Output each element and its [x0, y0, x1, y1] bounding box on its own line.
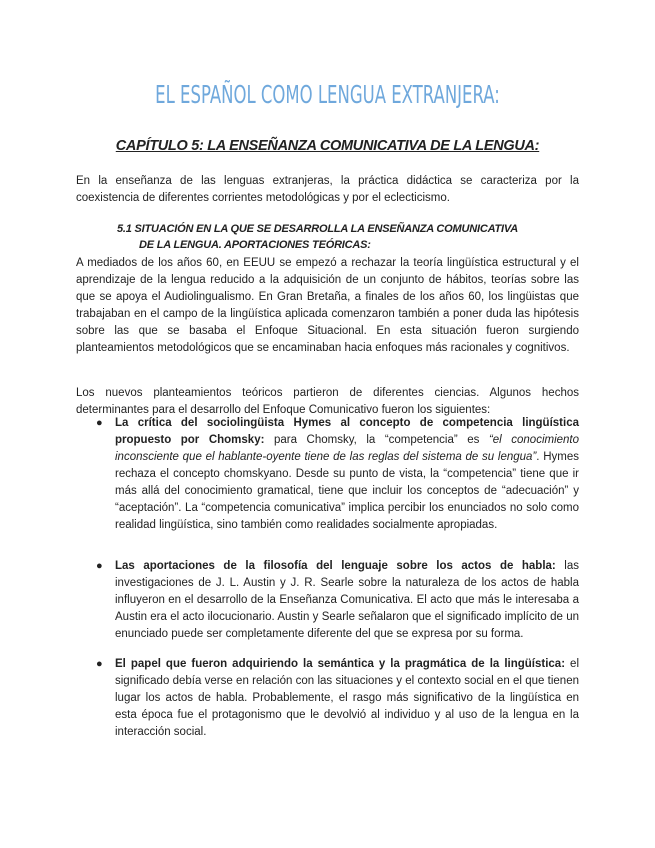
section-heading-line1: 5.1 SITUACIÓN EN LA QUE SE DESARROLLA LA ENSEÑANZA COMUNICATIVA [117, 223, 518, 235]
list-item-text [115, 656, 579, 741]
list-item-quote: “el conocimiento inconsciente que el hablante-oyente tiene de las reglas del sistema de su lengua” [115, 434, 580, 463]
list-item [76, 656, 579, 741]
bullet-icon: ● [96, 417, 103, 429]
list-item-body: . Hymes rechaza el concepto chomskyano. Desde su punto de vista, la “competencia” tiene que ir más allá del conocimiento gramatical, tiene que incluir los conceptos de “adecuación” y “aceptación”. La “competencia comunicativa” implica percibir los enunciados no solo como realidad lingüística, sino también como realidades socialmente apropiadas. [115, 451, 579, 531]
list-item-text [115, 415, 579, 534]
list-item [76, 415, 579, 534]
list-item-bold: Las aportaciones de la filosofía del lenguaje sobre los actos de habla: [115, 560, 556, 572]
nuevos-paragraph: Los nuevos planteamientos teóricos partieron de diferentes ciencias. Algunos hechos determinantes para el desarrollo del Enfoque Comunicativo fueron los siguientes: [76, 387, 579, 416]
list-item-text [115, 558, 579, 643]
bullet-icon: ● [96, 560, 103, 572]
list-item [76, 558, 579, 643]
list-item-body: el significado debía verse en relación con las situaciones y el contexto social en el que tienen lugar los actos de habla. Probablemente, el rasgo más significativo de la lingüística en esta época fue el protagonismo que le devolvió al individuo y al uso de la lengua en la interacción social. [115, 658, 579, 738]
document-title: EL ESPAÑOL COMO LENGUA EXTRANJERA: [155, 80, 500, 109]
bullet-icon: ● [96, 658, 103, 670]
section-paragraph: A mediados de los años 60, en EEUU se empezó a rechazar la teoría lingüística estructural y el aprendizaje de la lengua reducido a la adquisición de un conjunto de hábitos, teorías sobre las que se apoya el Audiolingualismo. En Gran Bretaña, a finales de los años 60, los lingüistas que trabajaban en el campo de la lingüística aplicada comenzaron también a poner duda las hipótesis sobre las que se basaba el Enfoque Situacional. En esta situación fueron surgiendo planteamientos metodológicos que se encaminaban hacia enfoques más racionales y cognitivos. [76, 257, 579, 354]
section-heading [117, 221, 577, 253]
list-item-bold: El papel que fueron adquiriendo la semántica y la pragmática de la lingüística: [115, 658, 566, 670]
list-item-bold: La crítica del sociolingüista Hymes al concepto de competencia lingüística propuesto por Chomsky: [115, 417, 579, 446]
list-item-body: para Chomsky, la “competencia” es [264, 434, 489, 446]
intro-paragraph: En la enseñanza de las lenguas extranjeras, la práctica didáctica se caracteriza por la coexistencia de diferentes corrientes metodológicas y por el eclecticismo. [76, 175, 579, 204]
section-heading-line2: DE LA LENGUA. APORTACIONES TEÓRICAS: [139, 239, 371, 251]
chapter-heading: CAPÍTULO 5: LA ENSEÑANZA COMUNICATIVA DE LA LENGUA: [115, 138, 540, 154]
list-item-body: las investigaciones de J. L. Austin y J. R. Searle sobre la naturaleza de los actos de habla influyeron en el desarrollo de la Enseñanza Comunicativa. El acto que más le interesaba a Austin era el acto ilocucionario. Austin y Searle señalaron que el significado implícito de un enunciado puede ser completamente diferente del que se expresa por su forma. [115, 560, 579, 640]
